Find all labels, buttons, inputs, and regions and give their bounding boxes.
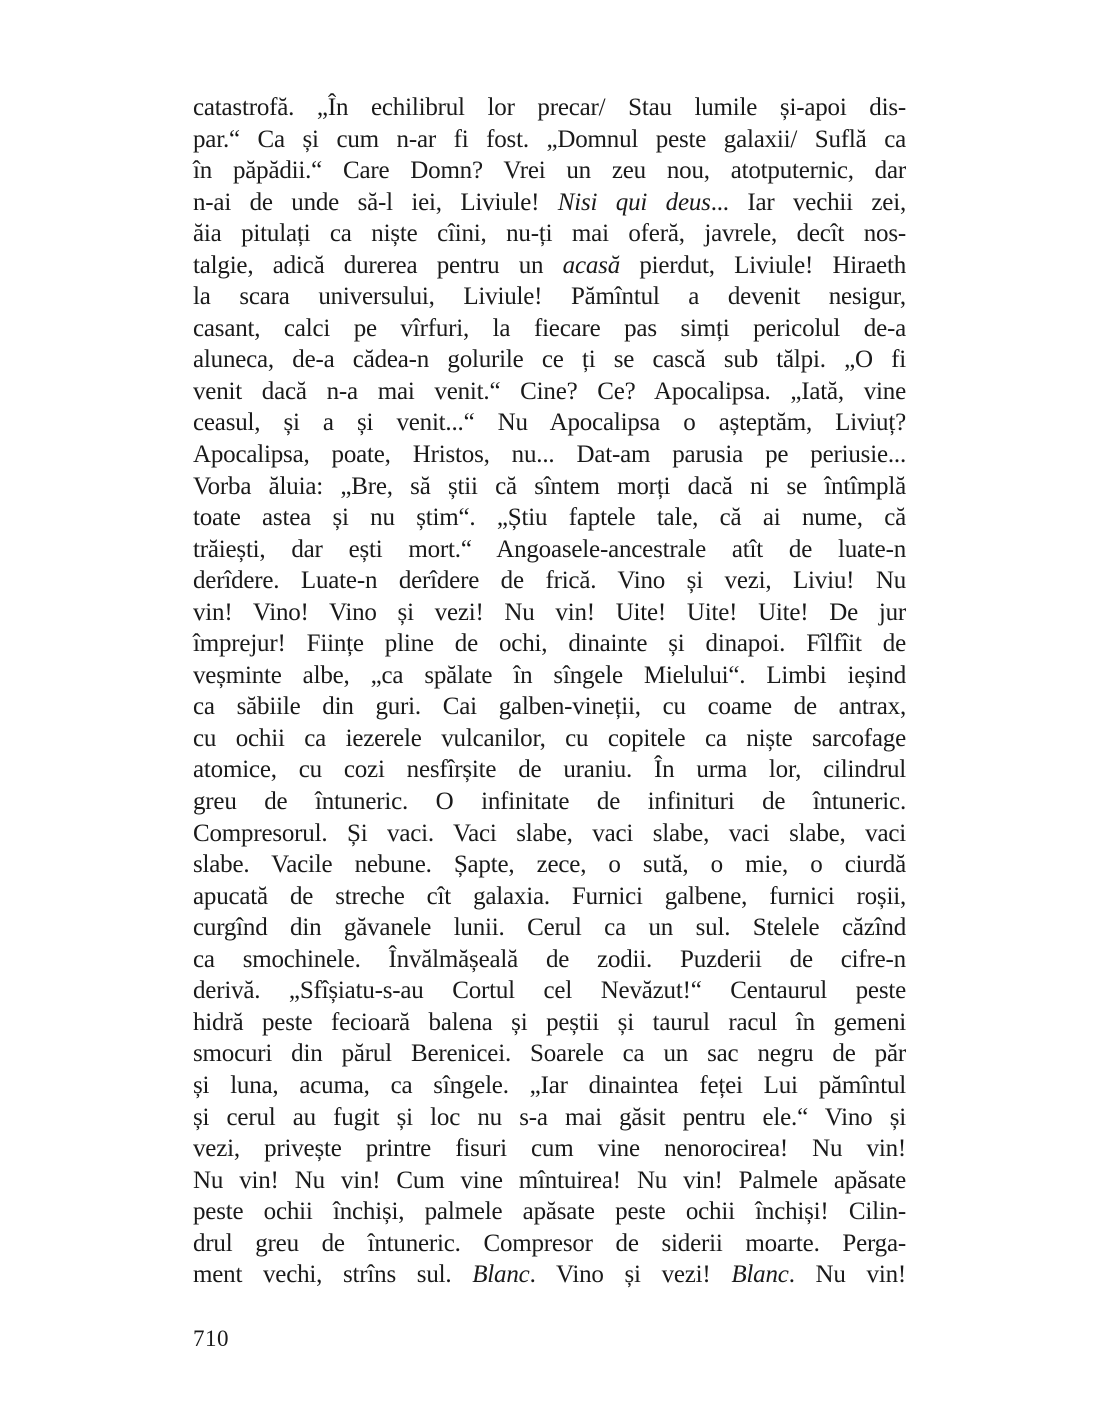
- text-line: par.“ Ca și cum n-ar fi fost. „Domnul peste galaxii/ Suflă ca: [193, 125, 906, 153]
- text-line: peste ochii închiși, palmele apăsate peste ochii închiși! Cilin-: [193, 1198, 906, 1226]
- text-line: și luna, acuma, ca sîngele. „Iar dinaintea feței Lui pămîntul: [193, 1071, 906, 1099]
- text-line: derivă. „Sfîșiatu-s-au Cortul cel Nevăzut!“ Centaurul peste: [193, 977, 906, 1005]
- text-line: atomice, cu cozi nesfîrșite de uraniu. În urma lor, cilindrul: [193, 756, 906, 784]
- text-line: greu de întuneric. O infinitate de infinituri de întuneric.: [193, 788, 906, 816]
- body-text: [193, 92, 906, 1291]
- text-line: aluneca, de-a cădea-n golurile ce ți se cască sub tălpi. „O fi: [193, 346, 906, 374]
- text-line: vezi, privește printre fisuri cum vine nenorocirea! Nu vin!: [193, 1135, 906, 1163]
- text-line: ceasul, și a și venit...“ Nu Apocalipsa o așteptăm, Liviuț?: [193, 409, 906, 437]
- text-line: Compresorul. Și vaci. Vaci slabe, vaci slabe, vaci slabe, vaci: [193, 819, 906, 847]
- text-line: casant, calci pe vîrfuri, la fiecare pas simți pericolul de-a: [193, 314, 906, 342]
- text-line: ca săbiile din guri. Cai galben-vineții, cu coame de antrax,: [193, 693, 906, 721]
- text-line: drul greu de întuneric. Compresor de siderii moarte. Perga-: [193, 1229, 906, 1257]
- text-line: curgînd din găvanele lunii. Cerul ca un sul. Stelele căzînd: [193, 914, 906, 942]
- text-line: ment vechi, strîns sul. Blanc. Vino și vezi! Blanc. Nu vin!: [193, 1261, 906, 1289]
- text-line: slabe. Vacile nebune. Șapte, zece, o sută, o mie, o ciurdă: [193, 851, 906, 879]
- text-line: împrejur! Ființe pline de ochi, dinainte și dinapoi. Fîlfîit de: [193, 630, 906, 658]
- text-line: Vorba ăluia: „Bre, să știi că sîntem morți dacă ni se întîmplă: [193, 472, 906, 500]
- text-line: catastrofă. „În echilibrul lor precar/ Stau lumile și-apoi dis-: [193, 94, 906, 121]
- text-line: derîdere. Luate-n derîdere de frică. Vino și vezi, Liviu! Nu: [193, 567, 906, 595]
- text-line: venit dacă n-a mai venit.“ Cine? Ce? Apocalipsa. „Iată, vine: [193, 377, 906, 405]
- page-number: 710: [193, 1326, 229, 1351]
- text-line: veșminte albe, „ca spălate în sîngele Mielului“. Limbi ieșind: [193, 661, 906, 689]
- text-line: vin! Vino! Vino și vezi! Nu vin! Uite! Uite! Uite! De jur: [193, 598, 906, 626]
- text-line: smocuri din părul Berenicei. Soarele ca un sac negru de păr: [193, 1040, 906, 1068]
- text-line: cu ochii ca iezerele vulcanilor, cu copitele ca niște sarcofage: [193, 724, 906, 752]
- text-line: trăiești, dar ești mort.“ Angoasele-ancestrale atît de luate-n: [193, 535, 906, 563]
- text-line: toate astea și nu știm“. „Știu faptele tale, că ai nume, că: [193, 504, 906, 532]
- text-line: Apocalipsa, poate, Hristos, nu... Dat-am parusia pe periusie...: [193, 441, 906, 469]
- text-line: n-ai de unde să-l iei, Liviule! Nisi qui deus... Iar vechii zei,: [193, 188, 906, 216]
- text-line: în păpădii.“ Care Domn? Vrei un zeu nou, atotputernic, dar: [193, 157, 906, 185]
- text-line: apucată de streche cît galaxia. Furnici galbene, furnici roșii,: [193, 882, 906, 910]
- text-line: Nu vin! Nu vin! Cum vine mîntuirea! Nu vin! Palmele apăsate: [193, 1166, 906, 1194]
- text-line: hidră peste fecioară balena și peștii și taurul racul în gemeni: [193, 1008, 906, 1036]
- text-line: și cerul au fugit și loc nu s-a mai găsit pentru ele.“ Vino și: [193, 1103, 906, 1131]
- text-line: ăia pitulați ca niște cîini, nu-ți mai oferă, javrele, decît nos-: [193, 220, 906, 248]
- text-line: la scara universului, Liviule! Pămîntul a devenit nesigur,: [193, 283, 906, 311]
- text-line: talgie, adică durerea pentru un acasă pierdut, Liviule! Hiraeth: [193, 251, 907, 279]
- text-line: ca smochinele. Învălmășeală de zodii. Puzderii de cifre-n: [193, 945, 906, 973]
